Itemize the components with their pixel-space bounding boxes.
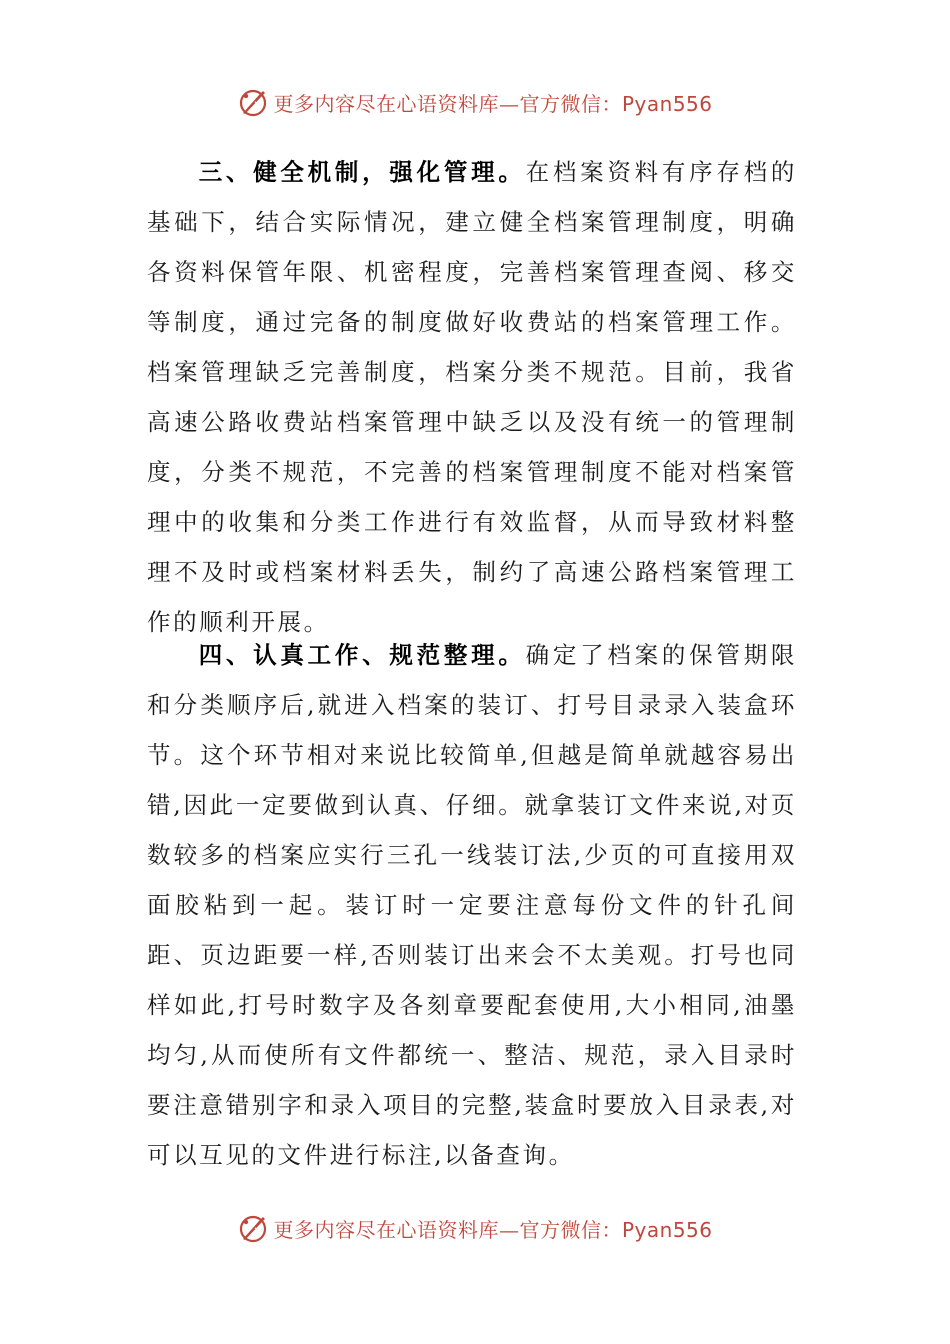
footer-wechat-id: Pyan556	[621, 1217, 713, 1242]
section-three-paragraph	[147, 147, 797, 647]
section-four-heading: 四、认真工作、规范整理。	[198, 641, 526, 669]
section-three-body: 在档案资料有序存档的基础下，结合实际情况，建立健全档案管理制度，明确各资料保管年限、机密程度，完善档案管理查阅、移交等制度，通过完备的制度做好收费站的档案管理工作。档案管理缺乏完善制度，档案分类不规范。目前，我省高速公路收费站档案管理中缺乏以及没有统一的管理制度，分类不规范，不完善的档案管理制度不能对档案管理中的收集和分类工作进行有效监督，从而导致材料整理不及时或档案材料丢失，制约了高速公路档案管理工作的顺利开展。	[147, 158, 798, 636]
quill-pen-logo-icon	[237, 1212, 269, 1244]
footer-banner-text: 更多内容尽在心语资料库—官方微信：Pyan556	[273, 1217, 713, 1242]
header-wechat-id: Pyan556	[621, 91, 713, 116]
section-four-paragraph	[147, 630, 797, 1180]
header-banner	[0, 82, 950, 122]
section-three-heading: 三、健全机制，强化管理。	[198, 158, 526, 186]
quill-pen-logo-icon	[237, 86, 269, 118]
header-banner-text: 更多内容尽在心语资料库—官方微信：Pyan556	[273, 91, 713, 116]
footer-banner	[0, 1208, 950, 1248]
section-four-body: 确定了档案的保管期限和分类顺序后,就进入档案的装订、打号目录录入装盒环节。这个环节相对来说比较简单,但越是简单就越容易出错,因此一定要做到认真、仔细。就拿装订文件来说,对页数较多的档案应实行三孔一线装订法,少页的可直接用双面胶粘到一起。装订时一定要注意每份文件的针孔间距、页边距要一样,否则装订出来会不太美观。打号也同样如此,打号时数字及各刻章要配套使用,大小相同,油墨均匀,从而使所有文件都统一、整洁、规范，录入目录时要注意错别字和录入项目的完整,装盒时要放入目录表,对可以互见的文件进行标注,以备查询。	[147, 641, 798, 1169]
